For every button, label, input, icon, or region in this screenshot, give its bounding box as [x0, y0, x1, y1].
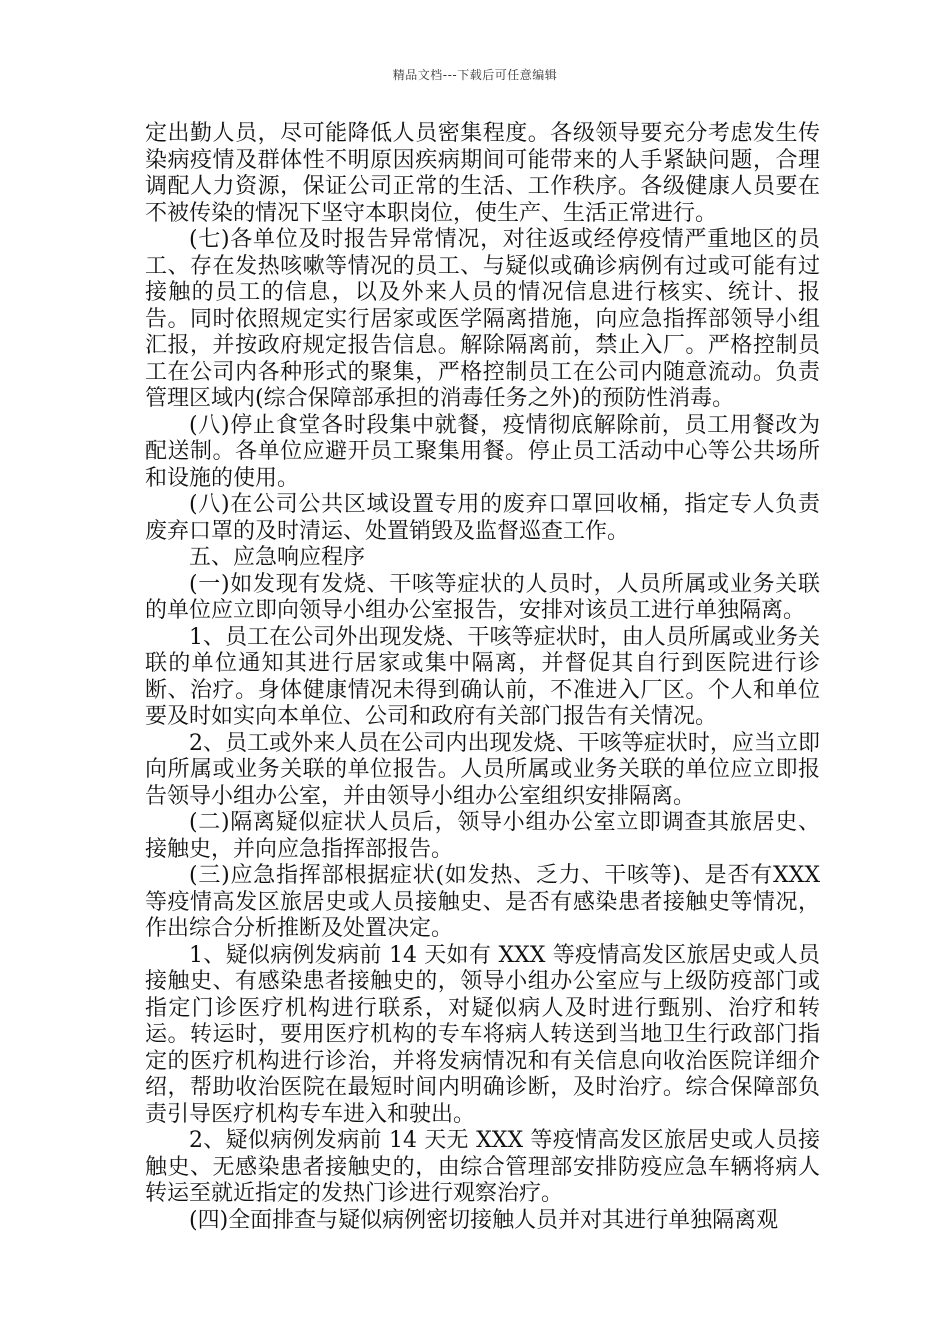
- paragraph: 定出勤人员，尽可能降低人员密集程度。各级领导要充分考虑发生传染病疫情及群体性不明原因疾病期间可能带来的人手紧缺问题，合理调配人力资源，保证公司正常的生活、工作秩序。各级健康人员要在不被传染的情况下坚守本职岗位，使生产、生活正常进行。: [145, 121, 820, 226]
- paragraph: 1、员工在公司外出现发烧、干咳等症状时，由人员所属或业务关联的单位通知其进行居家或集中隔离，并督促其自行到医院进行诊断、治疗。身体健康情况未得到确认前，不准进入厂区。个人和单位要及时如实向本单位、公司和政府有关部门报告有关情况。: [145, 624, 820, 729]
- paragraph: 1、疑似病例发病前 14 天如有 XXX 等疫情高发区旅居史或人员接触史、有感染患者接触史的，领导小组办公室应与上级防疫部门或指定门诊医疗机构进行联系，对疑似病人及时进行甄别、治疗和转运。转运时，要用医疗机构的专车将病人转送到当地卫生行政部门指定的医疗机构进行诊治，并将发病情况和有关信息向收治医院详细介绍，帮助收治医院在最短时间内明确诊断，及时治疗。综合保障部负责引导医疗机构专车进入和驶出。: [145, 942, 820, 1127]
- paragraph: (四)全面排查与疑似病例密切接触人员并对其进行单独隔离观: [189, 1207, 779, 1233]
- section-heading: 五、应急响应程序: [189, 545, 366, 570]
- paragraph: (一)如发现有发烧、干咳等症状的人员时，人员所属或业务关联的单位应立即向领导小组办公室报告，安排对该员工进行单独隔离。: [145, 571, 820, 623]
- paragraph: (三)应急指挥部根据症状(如发热、乏力、干咳等)、是否有XXX等疫情高发区旅居史或人员接触史、是否有感染患者接触史等情况，作出综合分析推断及处置决定。: [145, 863, 820, 941]
- page-header: 精品文档---下载后可任意编辑: [392, 68, 558, 82]
- paragraph: (二)隔离疑似症状人员后，领导小组办公室立即调查其旅居史、接触史，并向应急指挥部报告。: [145, 810, 820, 862]
- paragraph: (七)各单位及时报告异常情况，对往返或经停疫情严重地区的员工、存在发热咳嗽等情况的员工、与疑似或确诊病例有过或可能有过接触的员工的信息，以及外来人员的情况信息进行核实、统计、报告。同时依照规定实行居家或医学隔离措施，向应急指挥部领导小组汇报，并按政府规定报告信息。解除隔离前，禁止入厂。严格控制员工在公司内各种形式的聚集，严格控制员工在公司内随意流动。负责管理区域内(综合保障部承担的消毒任务之外)的预防性消毒。: [145, 227, 820, 411]
- paragraph: (八)在公司公共区域设置专用的废弃口罩回收桶，指定专人负责废弃口罩的及时清运、处置销毁及监督巡查工作。: [145, 492, 820, 544]
- document-body: [145, 121, 820, 1234]
- paragraph: (八)停止食堂各时段集中就餐，疫情彻底解除前，员工用餐改为配送制。各单位应避开员工聚集用餐。停止员工活动中心等公共场所和设施的使用。: [145, 412, 820, 491]
- paragraph: 2、员工或外来人员在公司内出现发烧、干咳等症状时，应当立即向所属或业务关联的单位报告。人员所属或业务关联的单位应立即报告领导小组办公室，并由领导小组办公室组织安排隔离。: [145, 730, 820, 809]
- paragraph: 2、疑似病例发病前 14 天无 XXX 等疫情高发区旅居史或人员接触史、无感染患者接触史的，由综合管理部安排防疫应急车辆将病人转运至就近指定的发热门诊进行观察治疗。: [145, 1128, 820, 1206]
